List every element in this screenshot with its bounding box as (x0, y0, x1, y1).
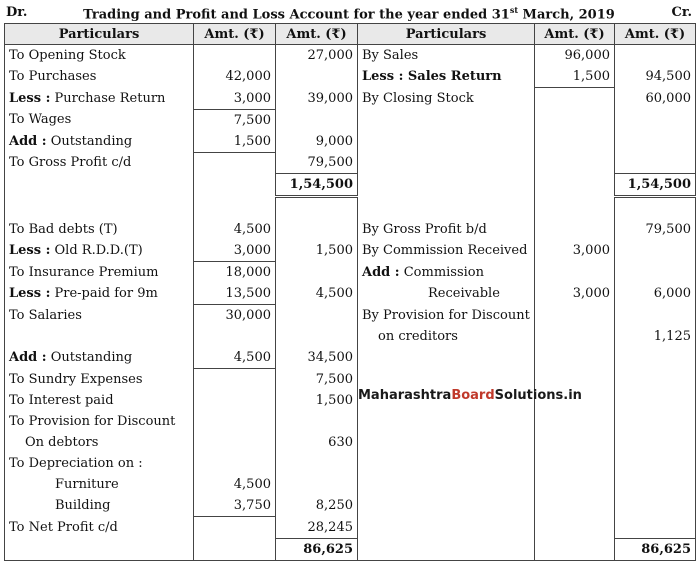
cell-amount (615, 152, 696, 174)
cell-amount: 3,000 (194, 240, 276, 262)
table-row (5, 197, 696, 220)
cell-amount: 1,500 (276, 240, 358, 262)
cell-amount (276, 66, 358, 88)
table-row (5, 453, 696, 474)
table-row (5, 390, 696, 411)
cell-particular (5, 174, 194, 197)
cell-amount: 3,000 (535, 240, 615, 262)
cell-amount (194, 538, 276, 560)
cell-particular: Furniture (5, 474, 194, 495)
cell-amount (535, 432, 615, 453)
cell-amount (194, 432, 276, 453)
cell-amount (535, 219, 615, 240)
table-row (5, 411, 696, 432)
cell-amount: 28,245 (276, 517, 358, 539)
cell-amount (194, 453, 276, 474)
cell-particular (358, 517, 535, 539)
column-header-amount-4: Amt. (₹) (615, 24, 696, 45)
cell-particular: To Interest paid (5, 390, 194, 411)
cell-particular: By Commission Received (358, 240, 535, 262)
table-row (5, 262, 696, 284)
table-row (5, 219, 696, 240)
account-header (4, 1, 694, 23)
cell-amount (194, 517, 276, 539)
cell-particular: To Purchases (5, 66, 194, 88)
cell-amount (615, 347, 696, 369)
cell-amount (615, 411, 696, 432)
cell-particular (358, 411, 535, 432)
cell-amount (535, 152, 615, 174)
cell-amount (276, 197, 358, 220)
cell-particular (358, 347, 535, 369)
table-row (5, 326, 696, 347)
cell-amount (615, 262, 696, 284)
cell-amount (535, 474, 615, 495)
cell-amount (535, 517, 615, 539)
cell-amount: 79,500 (615, 219, 696, 240)
cell-amount (194, 174, 276, 197)
cell-amount (535, 538, 615, 560)
cell-amount: 39,000 (276, 88, 358, 110)
table-row (5, 88, 696, 110)
table-row (5, 240, 696, 262)
cell-amount: 7,500 (276, 369, 358, 391)
cell-amount: 94,500 (615, 66, 696, 88)
cell-particular: To Opening Stock (5, 45, 194, 67)
cell-amount: 3,750 (194, 495, 276, 517)
cell-particular (358, 109, 535, 131)
cell-amount: 13,500 (194, 283, 276, 305)
table-row (5, 131, 696, 153)
cell-particular: To Net Profit c/d (5, 517, 194, 539)
cell-amount (276, 109, 358, 131)
cell-amount: 34,500 (276, 347, 358, 369)
cell-particular (358, 474, 535, 495)
table-row (5, 305, 696, 327)
trading-pl-account-table (4, 23, 696, 561)
cell-amount: 1,500 (535, 66, 615, 88)
cell-particular (358, 369, 535, 391)
column-header-amount-2: Amt. (₹) (276, 24, 358, 45)
cell-particular (358, 538, 535, 560)
cell-amount (276, 474, 358, 495)
cell-particular: To Gross Profit c/d (5, 152, 194, 174)
cell-amount (535, 109, 615, 131)
cell-amount (194, 369, 276, 391)
watermark: MaharashtraBoardSolutions.in (358, 388, 582, 403)
cell-particular: To Provision for Discount (5, 411, 194, 432)
cell-amount (535, 197, 615, 220)
cell-amount: 42,000 (194, 66, 276, 88)
cell-particular: To Depreciation on : (5, 453, 194, 474)
table-row (5, 495, 696, 517)
cell-amount (535, 495, 615, 517)
cell-amount (615, 109, 696, 131)
account-title: Trading and Profit and Loss Account for the year ended 31st March, 2019 (83, 5, 615, 23)
cell-amount: 60,000 (615, 88, 696, 110)
cell-amount (615, 305, 696, 327)
cell-particular: Receivable (358, 283, 535, 305)
table-row-total (5, 538, 696, 560)
cell-amount (194, 45, 276, 67)
cell-amount: 1,125 (615, 326, 696, 347)
cell-amount: 4,500 (276, 283, 358, 305)
cell-amount: 4,500 (194, 474, 276, 495)
cell-amount (535, 262, 615, 284)
cell-amount (194, 411, 276, 432)
cell-amount (615, 474, 696, 495)
column-header-amount-1: Amt. (₹) (194, 24, 276, 45)
cell-particular: Less : Purchase Return (5, 88, 194, 110)
cell-amount: 18,000 (194, 262, 276, 284)
cell-particular: Add : Outstanding (5, 347, 194, 369)
cell-particular: To Bad debts (T) (5, 219, 194, 240)
cell-amount: 1,500 (276, 390, 358, 411)
cell-amount: 4,500 (194, 347, 276, 369)
cell-particular (358, 197, 535, 220)
cell-amount (194, 152, 276, 174)
cell-amount (535, 174, 615, 197)
cell-amount (535, 411, 615, 432)
cell-particular: To Insurance Premium (5, 262, 194, 284)
column-header-amount-3: Amt. (₹) (535, 24, 615, 45)
cell-amount (615, 369, 696, 391)
table-row (5, 109, 696, 131)
cell-amount (615, 432, 696, 453)
cell-particular (5, 326, 194, 347)
table-row (5, 432, 696, 453)
cell-total: 1,54,500 (276, 174, 358, 197)
table-row (5, 66, 696, 88)
cell-amount (276, 411, 358, 432)
cell-particular (358, 453, 535, 474)
cell-particular: By Sales (358, 45, 535, 67)
cell-particular: To Sundry Expenses (5, 369, 194, 391)
cell-amount: 3,000 (535, 283, 615, 305)
cell-particular (5, 538, 194, 560)
cell-amount (276, 262, 358, 284)
table-row (5, 283, 696, 305)
cell-particular: Add : Outstanding (5, 131, 194, 153)
cell-amount (615, 495, 696, 517)
cell-particular: On debtors (5, 432, 194, 453)
cell-particular (358, 131, 535, 153)
cell-total: 1,54,500 (615, 174, 696, 197)
cell-amount (535, 305, 615, 327)
table-row-total (5, 174, 696, 197)
cell-amount (276, 305, 358, 327)
cell-amount (615, 390, 696, 411)
cell-particular (358, 152, 535, 174)
cell-amount: 96,000 (535, 45, 615, 67)
cell-amount (535, 131, 615, 153)
cell-amount: 4,500 (194, 219, 276, 240)
table-row (5, 474, 696, 495)
table-row (5, 152, 696, 174)
cell-amount: 8,250 (276, 495, 358, 517)
cell-amount (535, 326, 615, 347)
cell-particular (358, 432, 535, 453)
cell-amount (535, 369, 615, 391)
debit-label: Dr. (6, 5, 28, 20)
cell-amount (535, 88, 615, 110)
cell-total: 86,625 (276, 538, 358, 560)
cell-amount (615, 240, 696, 262)
cell-amount: 3,000 (194, 88, 276, 110)
cell-amount (194, 326, 276, 347)
cell-amount: 6,000 (615, 283, 696, 305)
cell-amount (276, 219, 358, 240)
cell-amount: 30,000 (194, 305, 276, 327)
cell-particular: Less : Pre-paid for 9m (5, 283, 194, 305)
cell-amount: 9,000 (276, 131, 358, 153)
cell-particular: By Gross Profit b/d (358, 219, 535, 240)
cell-particular: Building (5, 495, 194, 517)
cell-amount: 630 (276, 432, 358, 453)
cell-amount (194, 390, 276, 411)
cell-amount (276, 453, 358, 474)
cell-amount (615, 453, 696, 474)
cell-particular: By Closing Stock (358, 88, 535, 110)
column-header-particulars-dr: Particulars (5, 24, 194, 45)
cell-particular: on creditors (358, 326, 535, 347)
cell-particular (358, 495, 535, 517)
cell-amount (276, 326, 358, 347)
cell-amount: 27,000 (276, 45, 358, 67)
cell-particular (5, 197, 194, 220)
cell-amount (535, 453, 615, 474)
table-row (5, 45, 696, 67)
cell-amount: 7,500 (194, 109, 276, 131)
cell-particular: Add : Commission (358, 262, 535, 284)
cell-amount (615, 197, 696, 220)
cell-particular: By Provision for Discount (358, 305, 535, 327)
cell-amount (615, 45, 696, 67)
cell-total: 86,625 (615, 538, 696, 560)
table-row (5, 347, 696, 369)
cell-amount (615, 517, 696, 539)
column-header-particulars-cr: Particulars (358, 24, 535, 45)
cell-amount (194, 197, 276, 220)
cell-particular (358, 174, 535, 197)
cell-amount: 1,500 (194, 131, 276, 153)
cell-particular: To Salaries (5, 305, 194, 327)
table-row (5, 369, 696, 391)
cell-amount (615, 131, 696, 153)
cell-particular: To Wages (5, 109, 194, 131)
cell-amount (535, 347, 615, 369)
cell-particular: Less : Old R.D.D.(T) (5, 240, 194, 262)
cell-amount: 79,500 (276, 152, 358, 174)
table-header-row (5, 24, 696, 45)
table-row (5, 517, 696, 539)
credit-label: Cr. (671, 5, 692, 20)
cell-particular: Less : Sales Return (358, 66, 535, 88)
